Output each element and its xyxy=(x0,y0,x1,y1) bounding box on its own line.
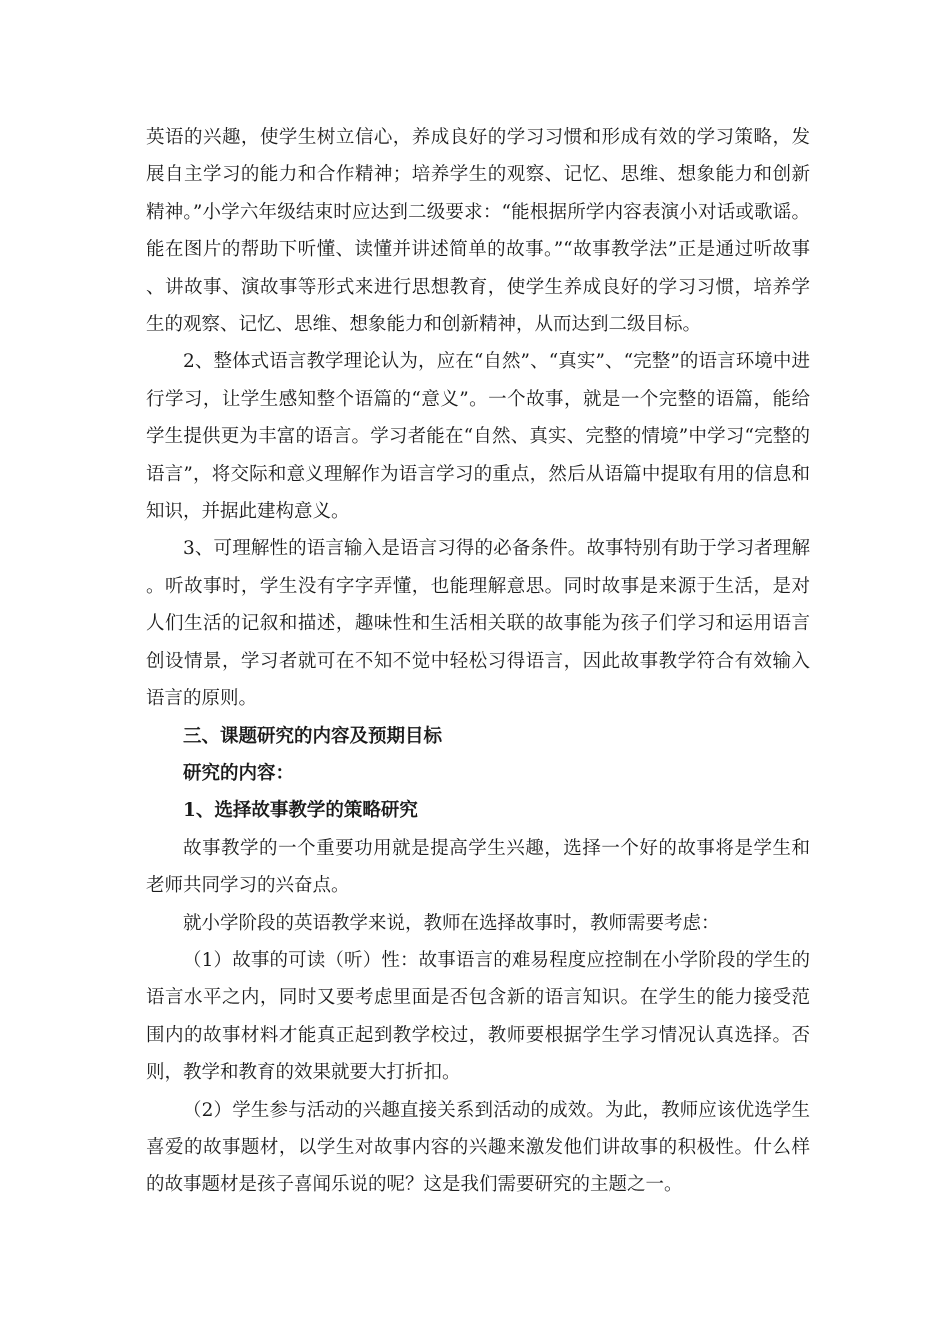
document-body xyxy=(146,119,810,1204)
paragraph-point-2: 2、整体式语言教学理论认为，应在“自然”、“真实”、“完整”的语言环境中进行学习，让学生感知整个语篇的“意义”。一个故事，就是一个完整的语篇，能给学生提供更为丰富的语言。学习者能在“自然、真实、完整的情境”中学习“完整的语言”，将交际和意义理解作为语言学习的重点，然后从语篇中提取有用的信息和知识，并据此建构意义。 xyxy=(146,351,810,523)
item-heading: 1、选择故事教学的策略研究 xyxy=(183,800,418,822)
paragraph-consideration-2: （2）学生参与活动的兴趣直接关系到活动的成效。为此，教师应该优选学生喜爱的故事题材，以学生对故事内容的兴趣来激发他们讲故事的积极性。什么样的故事题材是孩子喜闻乐说的呢？这是我们需要研究的主题之一。 xyxy=(146,1099,810,1196)
section-heading: 三、课题研究的内容及预期目标 xyxy=(183,725,443,747)
paragraph-considerations-intro: 就小学阶段的英语教学来说，教师在选择故事时，教师需要考虑： xyxy=(183,912,720,934)
paragraph-point-3: 3、可理解性的语言输入是语言习得的必备条件。故事特别有助于学习者理解。听故事时，学生没有字字弄懂，也能理解意思。同时故事是来源于生活，是对人们生活的记叙和描述，趣味性和生活相关联的故事能为孩子们学习和运用语言创设情景，学习者就可在不知不觉中轻松习得语言，因此故事教学符合有效输入语言的原则。 xyxy=(146,538,810,710)
paragraph-continuation: 英语的兴趣，使学生树立信心，养成良好的学习习惯和形成有效的学习策略，发展自主学习的能力和合作精神；培养学生的观察、记忆、思维、想象能力和创新精神。”小学六年级结束时应达到二级要求：“能根据所学内容表演小对话或歌谣。能在图片的帮助下听懂、读懂并讲述简单的故事。”“故事教学法”正是通过听故事、讲故事、演故事等形式来进行思想教育，使学生养成良好的学习习惯，培养学生的观察、记忆、思维、想象能力和创新精神，从而达到二级目标。 xyxy=(146,127,810,336)
paragraph-consideration-1: （1）故事的可读（听）性：故事语言的难易程度应控制在小学阶段的学生的语言水平之内，同时又要考虑里面是否包含新的语言知识。在学生的能力接受范围内的故事材料才能真正起到教学校过，教师要根据学生学习情况认真选择。否则，教学和教育的效果就要大打折扣。 xyxy=(146,949,810,1084)
paragraph-story-function: 故事教学的一个重要功用就是提高学生兴趣，选择一个好的故事将是学生和老师共同学习的兴奋点。 xyxy=(146,837,810,897)
subsection-heading: 研究的内容： xyxy=(183,762,295,784)
